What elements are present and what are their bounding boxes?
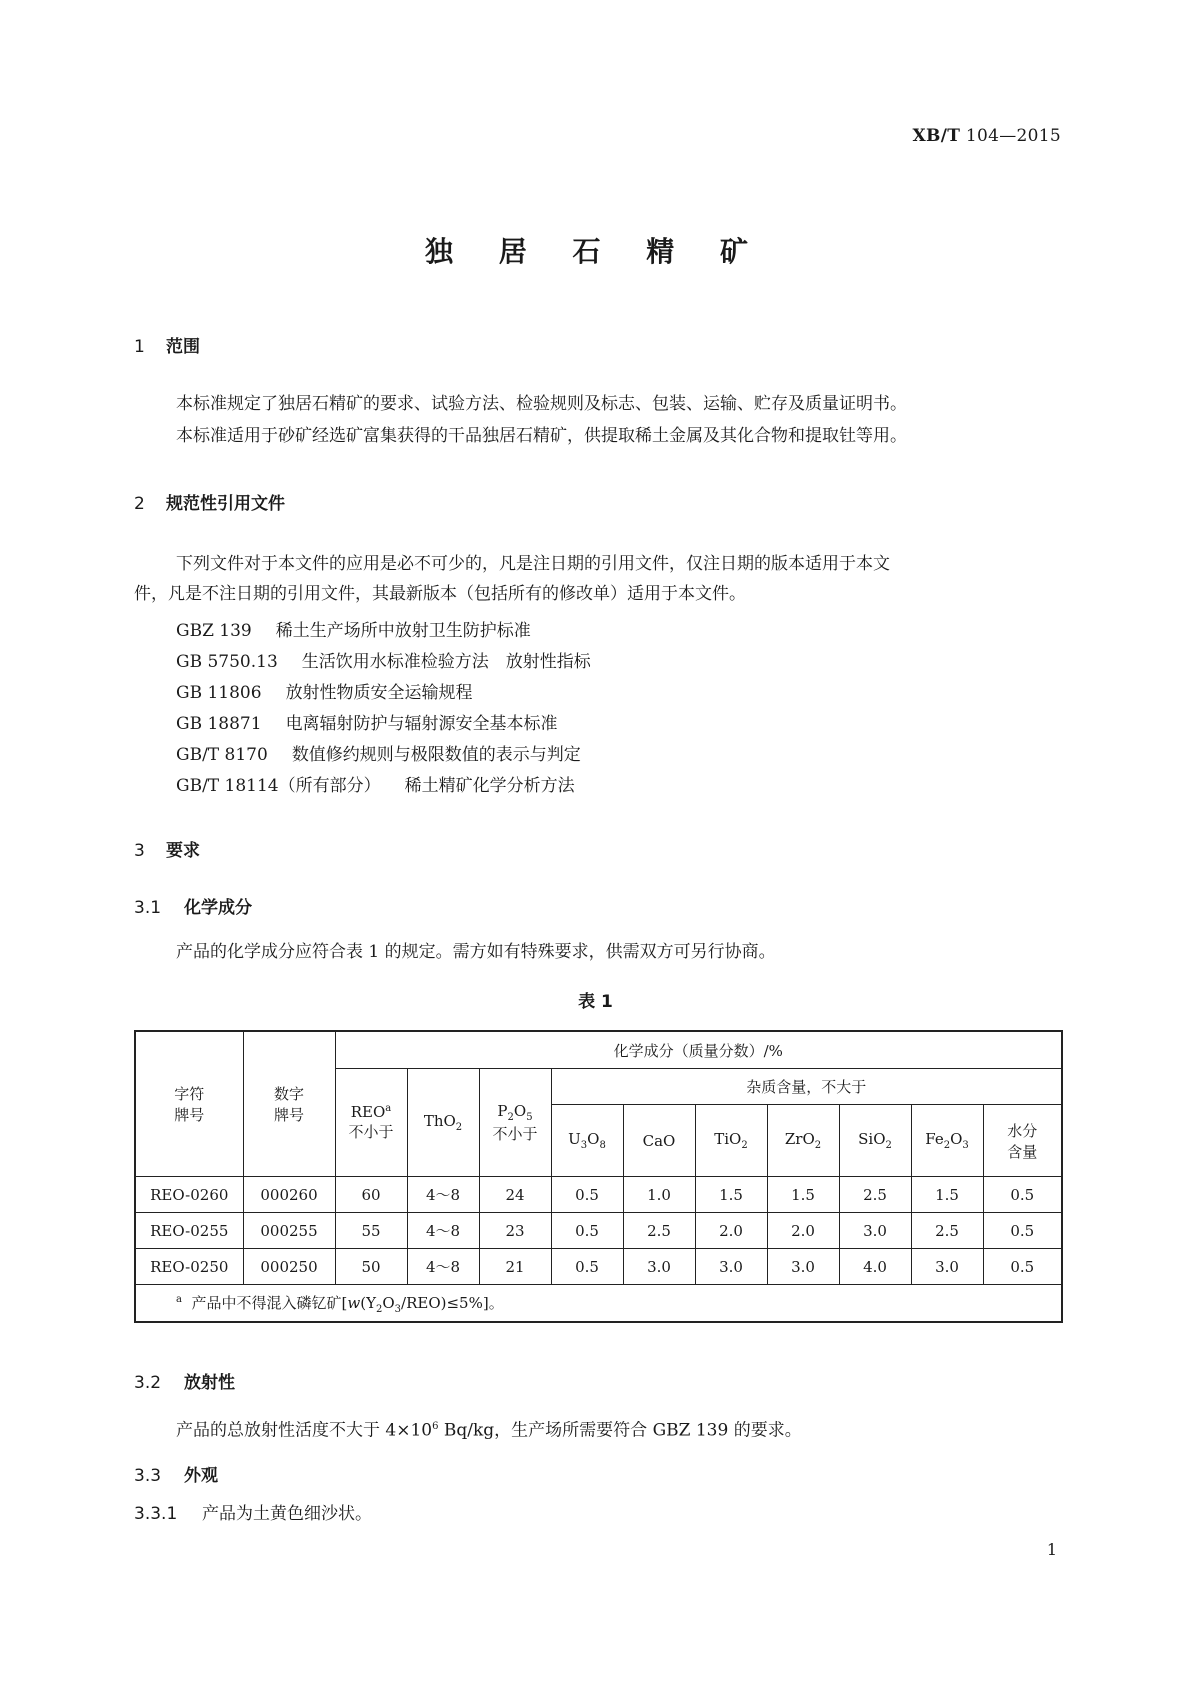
cell: 21 [479,1249,551,1285]
header-reo: REO$^a$ 不小于 [335,1069,407,1177]
chemical-composition-table [134,1030,1063,1323]
cell: 000255 [243,1213,335,1249]
cell: 3.0 [767,1249,839,1285]
section-3-3-heading: 3.3 外观 [134,1466,218,1486]
cell: 1.0 [623,1177,695,1213]
cell: 2.0 [695,1213,767,1249]
section-3-heading: 3 要求 [134,841,200,861]
ref-item: GB 11806 放射性物质安全运输规程 [176,683,473,703]
cell: 1.5 [911,1177,983,1213]
section-3-2-heading: 3.2 放射性 [134,1373,235,1393]
header-water: 水分 含量 [983,1105,1062,1177]
cell: 50 [335,1249,407,1285]
cell: 3.0 [623,1249,695,1285]
header-cao: CaO [623,1105,695,1177]
cell: 2.0 [767,1213,839,1249]
cell: 55 [335,1213,407,1249]
cell: 4.0 [839,1249,911,1285]
cell: 24 [479,1177,551,1213]
table-footnote: $^a$ 产品中不得混入磷钇矿$[w(Y_2O_3/REO)\le 5\%]$。 [135,1285,1062,1323]
section-3-1-para: 产品的化学成分应符合表 1 的规定。需方如有特殊要求，供需双方可另行协商。 [176,942,776,962]
ref-item: GBZ 139 稀土生产场所中放射卫生防护标准 [176,621,531,641]
cell: 2.5 [839,1177,911,1213]
cell: 4～8 [407,1249,479,1285]
standard-code: XB/T 104—2015 [912,126,1061,146]
header-chemical-composition: 化学成分（质量分数）/% [335,1031,1062,1069]
cell: 1.5 [695,1177,767,1213]
document-title: 独 居 石 精 矿 [425,235,766,268]
cell: 0.5 [983,1213,1062,1249]
cell: 3.0 [911,1249,983,1285]
cell: 2.5 [911,1213,983,1249]
ref-item: GB 18871 电离辐射防护与辐射源安全基本标准 [176,714,558,734]
cell: REO-0260 [135,1177,243,1213]
cell: 4～8 [407,1177,479,1213]
cell: 3.0 [839,1213,911,1249]
cell: REO-0255 [135,1213,243,1249]
section-2-heading: 2 规范性引用文件 [134,494,285,514]
cell: 000260 [243,1177,335,1213]
table-row [135,1213,1062,1249]
section-2-para-1-cont: 件，凡是不注日期的引用文件，其最新版本（包括所有的修改单）适用于本文件。 [134,584,746,604]
cell: 0.5 [551,1213,623,1249]
header-zro2: ZrO$_2$ [767,1105,839,1177]
header-number-grade: 数字 牌号 [243,1031,335,1177]
section-1-para-2: 本标准适用于砂矿经选矿富集获得的干品独居石精矿，供提取稀土金属及其化合物和提取钍等用。 [176,426,907,446]
header-tho2: ThO$_2$ [407,1069,479,1177]
section-1-para-1: 本标准规定了独居石精矿的要求、试验方法、检验规则及标志、包装、运输、贮存及质量证明书。 [176,394,907,414]
cell: 0.5 [983,1177,1062,1213]
ref-item: GB/T 8170 数值修约规则与极限数值的表示与判定 [176,745,581,765]
header-u3o8: $U_3O_8$ [551,1105,623,1177]
table-row [135,1177,1062,1213]
cell: REO-0250 [135,1249,243,1285]
cell: 4～8 [407,1213,479,1249]
table-caption: 表 1 [578,992,613,1012]
header-impurity: 杂质含量，不大于 [551,1069,1062,1105]
cell: 0.5 [551,1177,623,1213]
cell: 000250 [243,1249,335,1285]
section-3-1-heading: 3.1 化学成分 [134,898,252,918]
header-symbol-grade: 字符 牌号 [135,1031,243,1177]
cell: 0.5 [551,1249,623,1285]
section-3-3-1: 3.3.1 产品为土黄色细沙状。 [134,1504,372,1524]
cell: 23 [479,1213,551,1249]
header-tio2: TiO$_2$ [695,1105,767,1177]
section-1-heading: 1 范围 [134,337,200,357]
cell: 60 [335,1177,407,1213]
header-p2o5: $P_2O_5$ 不小于 [479,1069,551,1177]
cell: 1.5 [767,1177,839,1213]
ref-item: GB/T 18114（所有部分） 稀土精矿化学分析方法 [176,776,575,796]
page-number: 1 [1046,1540,1057,1559]
header-sio2: SiO$_2$ [839,1105,911,1177]
cell: 3.0 [695,1249,767,1285]
ref-item: GB 5750.13 生活饮用水标准检验方法 放射性指标 [176,652,591,672]
cell: 2.5 [623,1213,695,1249]
header-fe2o3: $Fe_2O_3$ [911,1105,983,1177]
section-2-para-1: 下列文件对于本文件的应用是必不可少的，凡是注日期的引用文件，仅注日期的版本适用于本文 [176,554,890,574]
table-row [135,1249,1062,1285]
cell: 0.5 [983,1249,1062,1285]
section-3-2-para: 产品的总放射性活度不大于 $4\times 10^6$ Bq/kg，生产场所需要符合 GBZ 139 的要求。 [176,1420,802,1441]
